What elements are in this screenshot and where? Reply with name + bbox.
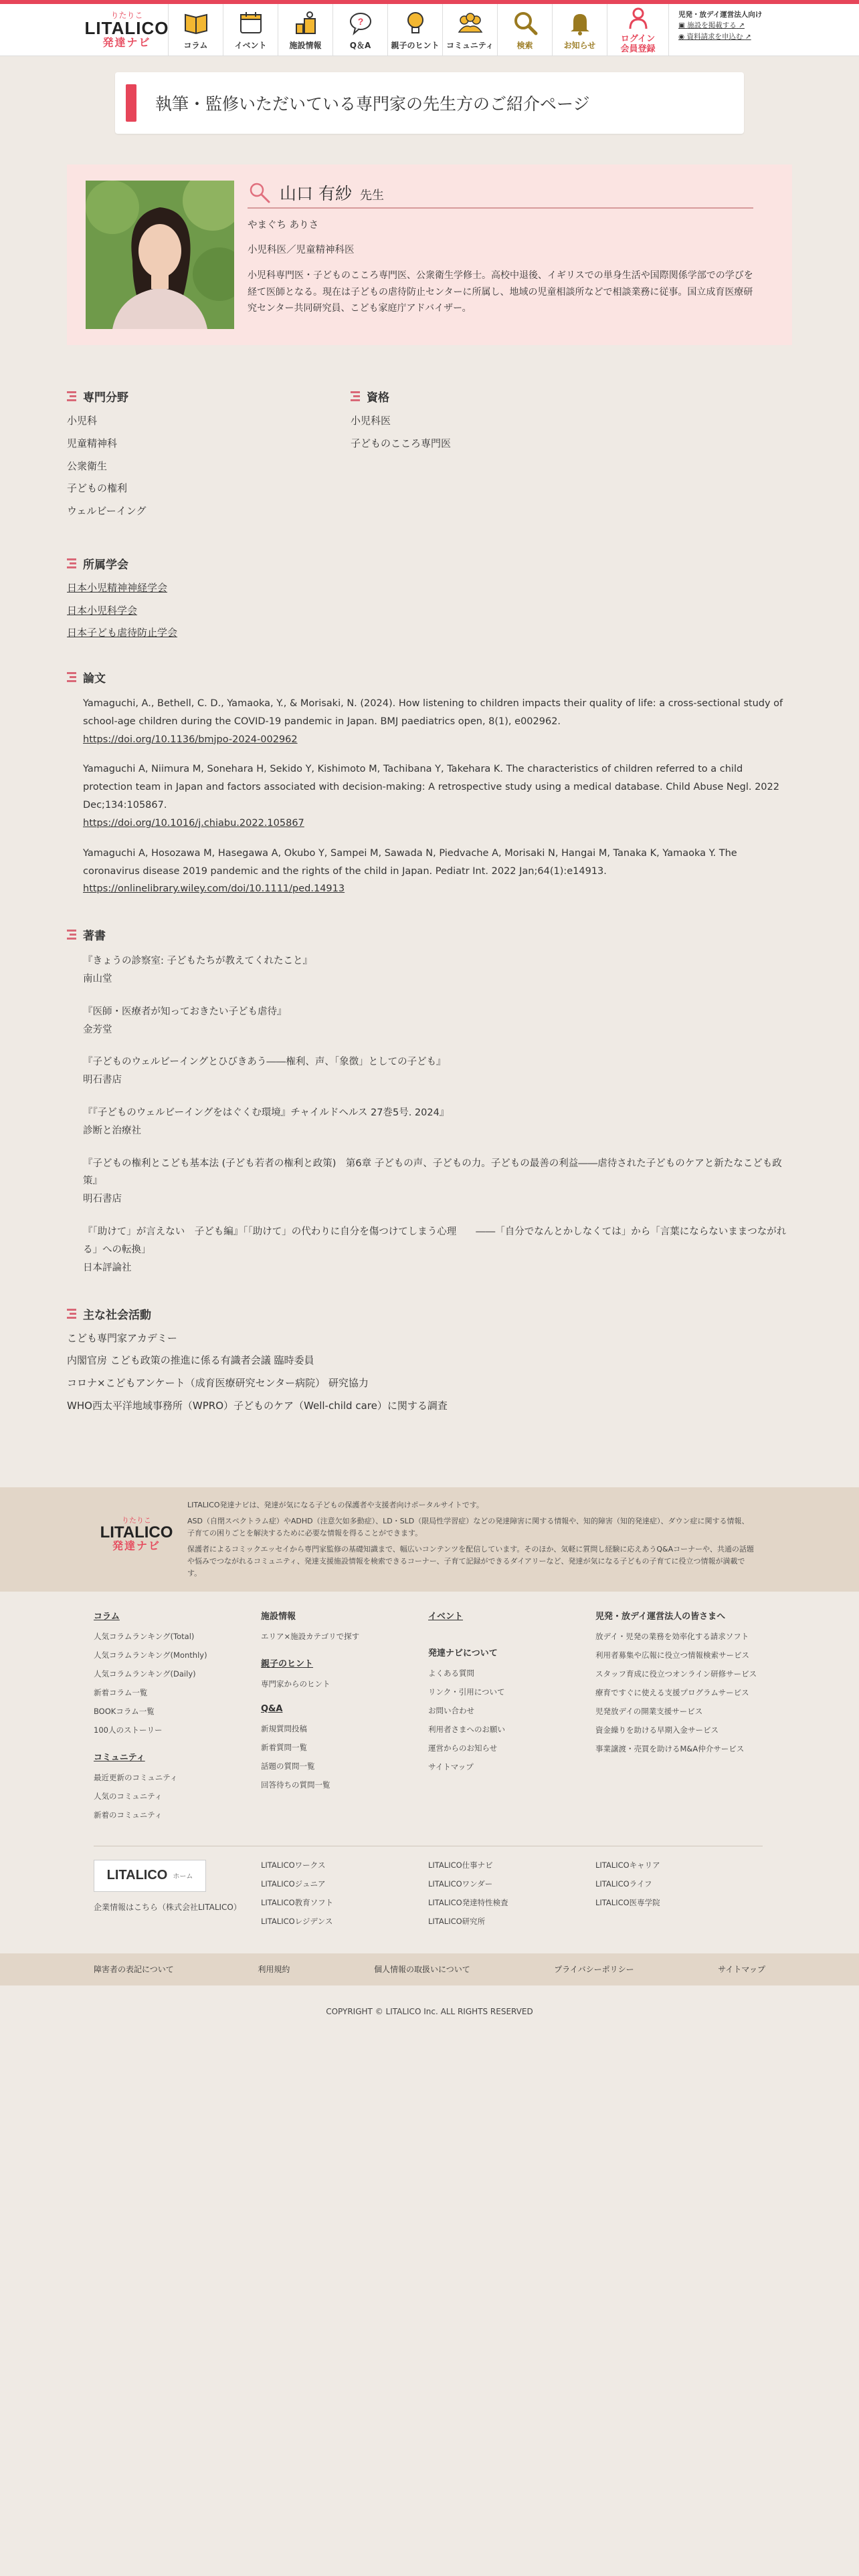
footer-about-text: 保護者によるコミックエッセイから専門家監修の基礎知識まで、幅広いコンテンツを配信しています。そのほか、気軽に質問し経験に応えあうQ&Aコーナーや、共通の話題や悩みでつながれるコミュニティ、発達支援施設情報を検索できるコーナー、子育て記録ができるダイアリーなど、発達が気になる子どもの子育てに役立つ情報が満載です。 [187,1544,754,1578]
specialty-section [67,388,351,527]
papers-section [67,669,792,898]
profile-photo [86,181,234,329]
nav-facility[interactable] [278,4,333,56]
book-publisher: 日本評論社 [83,1262,132,1273]
book-icon [183,9,209,36]
profile-card [67,165,792,345]
name-row [248,181,753,209]
group-home-label: ホーム [173,1873,193,1881]
footer-heading-qa[interactable]: Q&A [261,1703,283,1714]
external-link-icon: ↗ [745,32,751,41]
profile-info [248,181,773,329]
books-title: 著書 [83,930,106,944]
store-icon: ▣ [678,21,688,30]
footer-link[interactable]: 放デイ・児発の業務を効率化する請求ソフト [595,1631,749,1641]
business-title: 児発・放デイ運営法人向け [678,11,763,19]
nav-hint[interactable] [388,4,443,56]
footer-col-1 [94,1601,261,1828]
activities-title: 主な社会活動 [83,1308,151,1322]
activity-item: コロナ×こどもアンケート（成育医療研究センター病院） 研究協力 [67,1377,369,1389]
group-col-2 [428,1860,595,1935]
footer-link[interactable]: 療育ですぐに使える支援プログラムサービス [595,1687,749,1697]
group-link[interactable]: LITALICOレジデンス [261,1916,333,1926]
book-title: 『「助けて」が言えない 子ども編』「「助けて」の代わりに自分を傷つけてしまう心理 ――「自分でなんとかしなくては」から「言葉にならないままつながれる」への転換」 [83,1226,787,1255]
expert-kana: やまぐち ありさ [248,220,319,231]
page-title-box [115,72,744,134]
papers-title: 論文 [83,672,106,685]
paper-item [67,845,792,898]
nav-login[interactable] [607,4,669,56]
group-col-logo [94,1860,261,1935]
book-title: 『きょうの診察室: 子どもたちが教えてくれたこと』 [83,956,312,967]
group-link[interactable]: LITALICO仕事ナビ [428,1860,493,1870]
expert-honorific: 先生 [359,189,384,203]
footer-link[interactable]: BOOKコラム一覧 [94,1706,155,1716]
group-link[interactable]: LITALICO医専学院 [595,1897,660,1907]
group-link[interactable]: LITALICOキャリア [595,1860,660,1870]
book-title: 『子どものウェルビーイングとひびきあう――権利、声、「象徴」としての子ども』 [83,1057,446,1068]
book-publisher: 明石書店 [83,1194,122,1205]
heading-bars-icon [67,391,76,401]
group-link[interactable]: LITALICO教育ソフト [261,1897,334,1907]
group-logo-text: LITALICO [106,1868,168,1883]
footer-link[interactable]: 人気コラムランキング(Daily) [94,1669,196,1679]
privacy-policy-link[interactable]: プライバシーポリシー [554,1965,634,1974]
footer-link[interactable]: 事業譲渡・売買を助けるM&A仲介サービス [595,1743,745,1753]
logo-kana: りたりこ [110,10,143,20]
nav-facility-label: 施設情報 [289,40,322,50]
footer-heading-facility: 施設情報 [261,1611,296,1622]
nav-column[interactable] [169,4,223,56]
group-link[interactable]: LITALICOライフ [595,1879,652,1889]
heading-bars-icon [351,391,360,401]
paper-doi-link[interactable]: https://doi.org/10.1016/j.chiabu.2022.105867 [83,817,304,829]
book-title: 『『子どものウェルビーイングをはぐくむ環境』チャイルドヘルス 27巻5号. 2024』 [83,1107,450,1118]
footer-link[interactable]: 新着のコミュニティ [94,1810,163,1820]
list-facility-label: 施設を掲載する [687,21,737,30]
site-footer [0,1487,859,2016]
login-label: ログイン [620,34,656,45]
book-item [67,1155,792,1208]
paper-item [67,760,792,832]
bell-icon [567,9,593,36]
corporate-info-link[interactable]: 企業情報はこちら（株式会社LITALICO） [94,1902,242,1912]
nav-community[interactable] [443,4,498,56]
section-heading [67,669,792,685]
footer-link[interactable]: 資金繰りを助ける早期入金サービス [595,1725,719,1735]
magnifier-icon [248,181,272,205]
footer-col-3 [428,1601,595,1828]
footer-link[interactable]: 利用者募集や広報に役立つ情報検索サービス [595,1650,749,1660]
nav-notice-label: お知らせ [563,40,596,50]
litalico-home-banner[interactable] [94,1860,206,1892]
request-docs-label: 資料請求を申込む [686,32,743,41]
society-link[interactable]: 日本小児科学会 [67,604,138,617]
specialty-item: 児童精神科 [67,437,118,449]
footer-link[interactable]: 回答待ちの質問一覧 [261,1780,330,1790]
footer-link[interactable]: よくある質問 [428,1668,474,1678]
book-item [67,952,792,988]
footer-link[interactable]: リンク・引用について [428,1687,505,1697]
qualification-title: 資格 [367,391,389,405]
external-link-icon: ↗ [739,21,745,30]
section-heading [351,388,632,405]
specialty-item: 公衆衛生 [67,459,108,472]
paper-doi-link[interactable]: https://onlinelibrary.wiley.com/doi/10.1111/ped.14913 [83,883,345,895]
specialty-item: ウェルビーイング [67,505,147,517]
nav-search[interactable] [498,4,553,56]
footer-logo[interactable] [94,1499,179,1551]
specialty-item: 小児科 [67,415,98,427]
footer-link[interactable]: 新着コラム一覧 [94,1687,148,1697]
books-section [67,926,792,1277]
book-publisher: 診断と治療社 [83,1125,141,1136]
calendar-icon [237,9,264,36]
main-content [67,134,792,1414]
footer-link[interactable]: 話題の質問一覧 [261,1761,315,1771]
group-link[interactable]: LITALICOワンダー [428,1879,493,1889]
section-heading [67,388,351,405]
activity-item: WHO西太平洋地域事務所（WPRO）子どものケア（Well-child care）に関する調査 [67,1399,448,1412]
footer-heading-event[interactable]: イベント [428,1611,464,1622]
nav-event[interactable] [223,4,278,56]
heading-bars-icon [67,930,76,940]
footer-link[interactable]: 児発放デイの開業支援サービス [595,1706,703,1716]
document-icon: ◉ [678,32,687,41]
group-link[interactable]: LITALICO発達特性検査 [428,1897,508,1907]
activity-item: 内閣官房 こども政策の推進に係る有識者会議 臨時委員 [67,1354,314,1367]
group-link[interactable]: LITALICOワークス [261,1860,326,1870]
site-logo[interactable] [86,4,169,56]
expert-name: 山口 有紗 [280,184,352,203]
list-facility-link[interactable] [678,20,762,31]
nav-event-label: イベント [234,40,267,50]
book-title: 『子どもの権利とこども基本法 (子ども若者の権利と政策) 第6章 子どもの声、子どもの力。子どもの最善の利益――虐待された子どものケアと新たなこども政策』 [83,1158,782,1187]
specialty-qualification-row [67,388,792,527]
title-accent-bar [126,84,136,122]
site-header [0,4,859,56]
footer-link[interactable]: 最近更新のコミュニティ [94,1772,178,1782]
user-icon [625,5,652,31]
footer-bottom-links [0,1953,859,1985]
section-heading [67,926,792,943]
paper-citation: Yamaguchi A, Hosozawa M, Hasegawa A, Okubo Y, Sampei M, Sawada N, Piedvache A, Morisaki N, Hangai M, Tanaka K, Yamaoka Y. The coronavirus disease 2019 pandemic and the rights of the child in Japan. Pediatr Int. 2022 Jan;64(1):e14913. [83,847,737,877]
qa-icon [347,9,374,36]
footer-col-2 [261,1601,428,1828]
svg-text:?: ? [357,15,363,27]
specialty-title: 専門分野 [83,391,128,405]
paper-item [67,695,792,748]
book-publisher: 明石書店 [83,1075,122,1086]
business-links [669,4,762,56]
book-title: 『医師・医療者が知っておきたい子ども虐待』 [83,1006,287,1017]
footer-link[interactable]: 専門家からのヒント [261,1679,330,1689]
register-label: 会員登録 [620,44,656,54]
footer-heading-business: 児発・放デイ運営法人の皆さまへ [595,1611,726,1622]
footer-link[interactable]: 新規質問投稿 [261,1723,307,1733]
group-links [0,1846,859,1935]
section-heading [67,555,792,572]
society-title: 所属学会 [83,558,128,572]
activity-item: こども専門家アカデミー [67,1331,177,1344]
logo-main: LITALICO [84,17,169,38]
footer-heading-community[interactable]: コミュニティ [94,1752,145,1763]
expert-department: 小児科医／児童精神科医 [248,245,355,256]
footer-link[interactable]: 新着質問一覧 [261,1742,307,1752]
nav-column-label: コラム [183,40,208,50]
footer-heading-about: 発達ナビについて [428,1648,498,1658]
qualification-section [351,388,632,527]
nav-search-label: 検索 [516,40,533,50]
logo-kana: りたりこ [122,1515,151,1525]
group-col-1 [261,1860,428,1935]
footer-link[interactable]: エリア×施設カテゴリで探す [261,1631,360,1641]
footer-link[interactable]: 利用者さまへのお願い [428,1724,505,1734]
nav-notice[interactable] [553,4,607,56]
copyright: COPYRIGHT © LITALICO Inc. ALL RIGHTS RESERVED [326,2006,533,2016]
footer-link[interactable]: 人気のコミュニティ [94,1791,163,1801]
footer-link[interactable]: スタッフ育成に役立つオンライン研修サービス [595,1669,757,1679]
footer-link[interactable]: 人気コラムランキング(Total) [94,1631,195,1641]
heading-bars-icon [67,558,76,568]
footer-about-text: LITALICO発達ナビは、発達が気になる子どもの保護者や支援者向けポータルサイトです。 [187,1500,484,1509]
footer-link[interactable]: 100人のストーリー [94,1725,163,1735]
personal-info-link[interactable]: 個人情報の取扱いについて [373,1965,470,1974]
book-publisher: 南山堂 [83,973,112,984]
community-icon [457,9,484,36]
group-col-3 [595,1860,763,1935]
footer-link[interactable]: 人気コラムランキング(Monthly) [94,1650,207,1660]
terms-link[interactable]: 利用規約 [258,1965,290,1974]
request-docs-link[interactable] [678,31,762,42]
bulb-icon [402,9,429,36]
footer-about [0,1487,859,1592]
paper-citation: Yamaguchi, A., Bethell, C. D., Yamaoka, Y., & Morisaki, N. (2024). How listening to children impacts their quality of life: a cross-sectional study of school-age children during the COVID-19 pandemic in Japan. BMJ paediatrics open, 8(1), e002962. [83,698,783,727]
main-nav [169,4,669,56]
footer-about-text: ASD（自閉スペクトラム症）やADHD（注意欠如多動症）、LD・SLD（限局性学習症）などの発達障害に関する情報や、知的障害（知的発達症）、ダウン症に関する情報、子育ての困りごとを解決するために必要な情報を得ることができます。 [187,1516,749,1537]
notation-link[interactable]: 障害者の表記について [94,1965,174,1974]
footer-heading-hint[interactable]: 親子のヒント [261,1658,314,1669]
footer-heading-column[interactable]: コラム [94,1611,120,1622]
qualification-item: 子どものこころ専門医 [351,437,452,449]
society-link[interactable]: 日本小児精神神経学会 [67,581,168,594]
logo-main: LITALICO [100,1523,173,1541]
expert-bio: 小児科専門医・子どものこころ専門医、公衆衛生学修士。高校中退後、イギリスでの単身生活や国際関係学部での学びを経て医師となる。現在は子どもの虐待防止センターに所属し、地域の児童相談所などで相談業務に従事。国立成育医療研究センター共同研究員、こども家庭庁アドバイザー。 [248,270,753,314]
logo-sub: 発達ナビ [112,1539,161,1552]
group-link[interactable]: LITALICO研究所 [428,1916,486,1926]
footer-description [179,1499,755,1584]
activities-section [67,1305,792,1414]
book-item [67,1223,792,1277]
heading-bars-icon [67,1309,76,1319]
society-section [67,555,792,641]
book-item [67,1104,792,1140]
nav-qa-label: Q＆A [349,40,371,50]
footer-col-4 [595,1601,763,1828]
page-title: 執筆・監修いただいている専門家の先生方のご紹介ページ [155,94,590,114]
heading-bars-icon [67,672,76,682]
society-link[interactable]: 日本子ども虐待防止学会 [67,627,178,639]
book-item [67,1003,792,1039]
nav-hint-label: 親子のヒント [391,40,440,50]
footer-link[interactable]: お問い合わせ [428,1705,474,1715]
footer-link[interactable]: 運営からのお知らせ [428,1743,498,1753]
paper-citation: Yamaguchi A, Niimura M, Sonehara H, Sekido Y, Kishimoto M, Tachibana Y, Takehara K. The characteristics of children referred to a child protection team in Japan and factors associated with decision-making: A retrospective study using a medical database. Child Abuse Negl. 2022 Dec;134:105867. [83,764,779,811]
sitemap-link[interactable]: サイトマップ [718,1965,765,1974]
book-item [67,1053,792,1089]
section-heading [67,1305,792,1322]
nav-qa[interactable] [333,4,388,56]
nav-community-label: コミュニティ [446,40,494,50]
specialty-item: 子どもの権利 [67,482,128,495]
logo-sub: 発達ナビ [102,36,151,49]
group-link[interactable]: LITALICOジュニア [261,1879,326,1889]
paper-doi-link[interactable]: https://doi.org/10.1136/bmjpo-2024-002962 [83,734,298,745]
book-publisher: 金芳堂 [83,1024,112,1035]
qualification-item: 小児科医 [351,415,391,427]
search-icon [512,9,539,36]
footer-link[interactable]: サイトマップ [428,1761,474,1772]
facility-icon [292,9,319,36]
footer-nav [0,1592,859,1828]
